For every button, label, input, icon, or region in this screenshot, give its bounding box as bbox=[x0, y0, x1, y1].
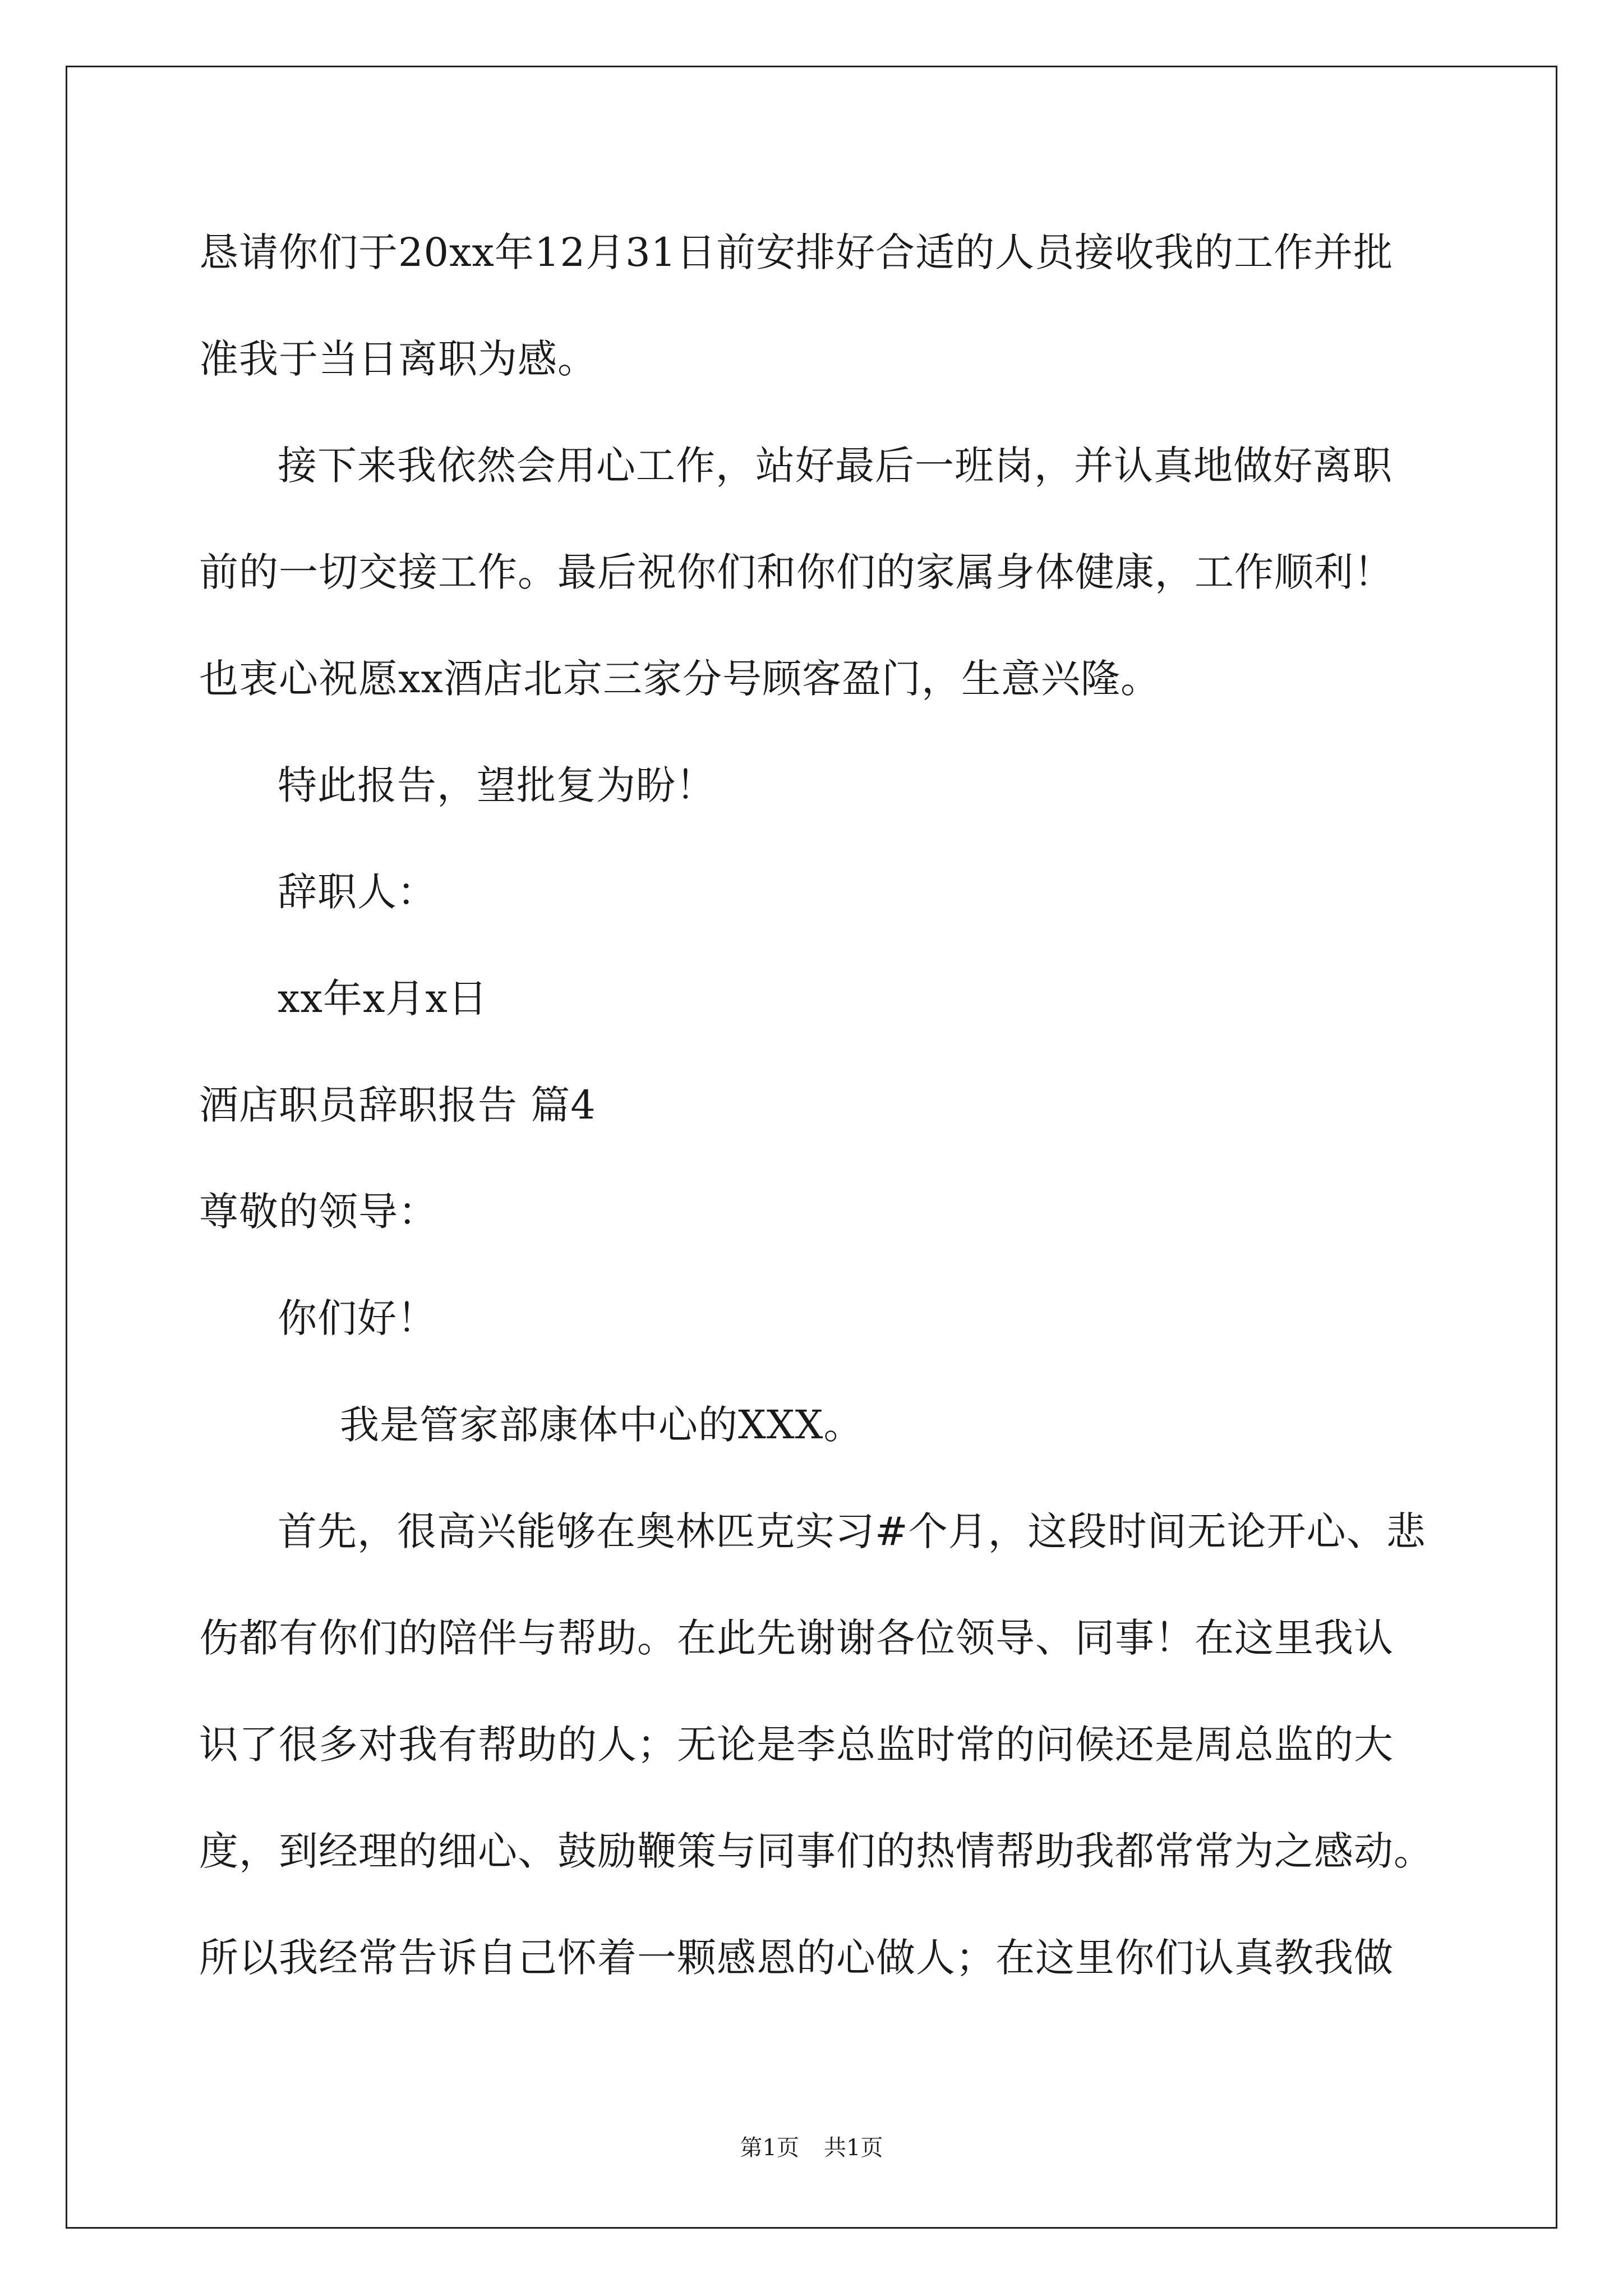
text-line-3: 接下来我依然会用心工作，站好最后一班岗，并认真地做好离职 bbox=[278, 443, 1393, 489]
text-line-1: 恳请你们于20xx年12月31日前安排好合适的人员接收我的工作并批 bbox=[199, 229, 1394, 275]
page-number: 第1页 bbox=[740, 2135, 799, 2161]
text-line-5: 也衷心祝愿xx酒店北京三家分号顾客盈门，生意兴隆。 bbox=[199, 656, 1160, 702]
text-line-14: 伤都有你们的陪伴与帮助。在此先谢谢各位领导、同事！在这里我认 bbox=[199, 1615, 1394, 1661]
page-border bbox=[66, 66, 1557, 2229]
text-line-16: 度，到经理的细心、鼓励鞭策与同事们的热情帮助我都常常为之感动。 bbox=[199, 1828, 1433, 1874]
greeting: 你们好！ bbox=[278, 1295, 437, 1341]
text-line-15: 识了很多对我有帮助的人；无论是李总监时常的问候还是周总监的大 bbox=[199, 1722, 1394, 1768]
text-line-2: 准我于当日离职为感。 bbox=[199, 336, 597, 382]
text-line-13: 首先，很高兴能够在奥林匹克实习#个月，这段时间无论开心、悲 bbox=[278, 1508, 1426, 1554]
page-footer bbox=[0, 2133, 1623, 2163]
text-line-17: 所以我经常告诉自己怀着一颗感恩的心做人；在这里你们认真教我做 bbox=[199, 1935, 1394, 1981]
text-line-4: 前的一切交接工作。最后祝你们和你们的家属身体健康，工作顺利！ bbox=[199, 549, 1394, 595]
text-line-6: 特此报告，望批复为盼！ bbox=[278, 762, 716, 808]
page-total: 共1页 bbox=[824, 2135, 883, 2161]
intro-line: 我是管家部康体中心的XXX。 bbox=[340, 1402, 864, 1448]
date-line: xx年x月x日 bbox=[278, 976, 488, 1022]
section-heading: 酒店职员辞职报告 篇4 bbox=[199, 1082, 596, 1128]
signature-label: 辞职人： bbox=[278, 869, 437, 915]
salutation: 尊敬的领导： bbox=[199, 1189, 438, 1235]
